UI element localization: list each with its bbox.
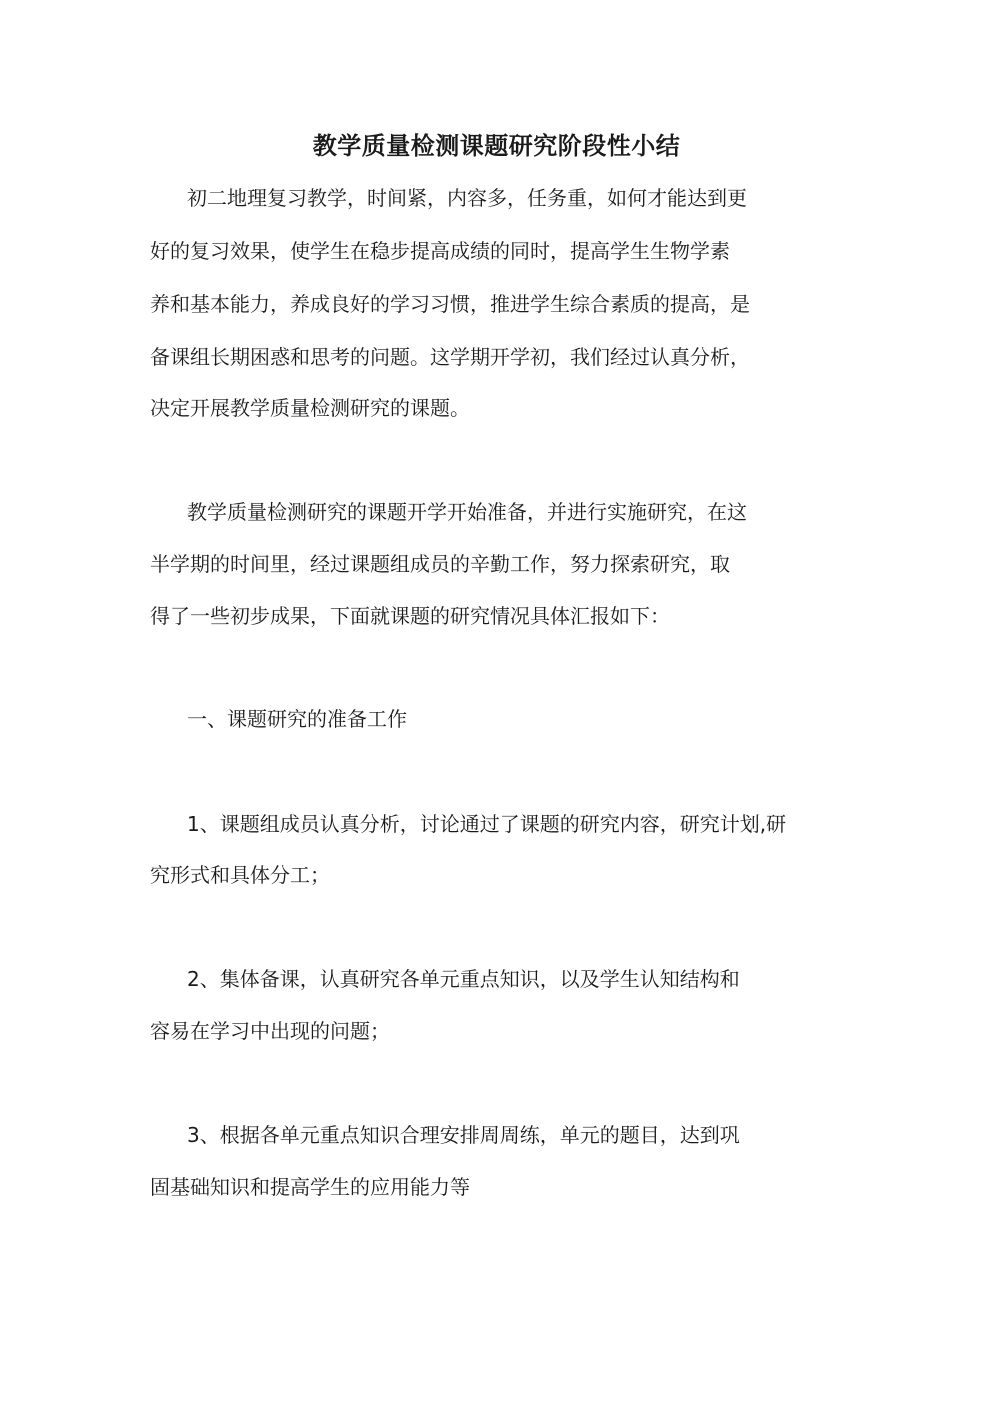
item-1-line-2: 究形式和具体分工； xyxy=(150,863,330,887)
paragraph-1-line-1: 初二地理复习教学，时间紧，内容多，任务重，如何才能达到更 xyxy=(187,186,747,210)
paragraph-2-line-3: 得了一些初步成果，下面就课题的研究情况具体汇报如下： xyxy=(150,604,670,628)
paragraph-1-line-2: 好的复习效果，使学生在稳步提高成绩的同时，提高学生生物学素 xyxy=(150,239,730,263)
paragraph-1-line-4: 备课组长期困惑和思考的问题。这学期开学初，我们经过认真分析， xyxy=(150,345,750,369)
item-2-line-1: 2、集体备课，认真研究各单元重点知识，以及学生认知结构和 xyxy=(187,967,740,991)
paragraph-2-line-1: 教学质量检测研究的课题开学开始准备，并进行实施研究，在这 xyxy=(187,500,747,524)
item-1-line-1: 1、课题组成员认真分析，讨论通过了课题的研究内容，研究计划,研 xyxy=(187,812,787,836)
paragraph-1-line-5: 决定开展教学质量检测研究的课题。 xyxy=(150,396,470,420)
item-2-line-2: 容易在学习中出现的问题； xyxy=(150,1019,390,1043)
item-3-line-2: 固基础知识和提高学生的应用能力等 xyxy=(150,1175,470,1199)
paragraph-1-line-3: 养和基本能力，养成良好的学习习惯，推进学生综合素质的提高，是 xyxy=(150,292,750,316)
section-heading-1: 一、课题研究的准备工作 xyxy=(187,707,407,731)
paragraph-2-line-2: 半学期的时间里，经过课题组成员的辛勤工作，努力探索研究，取 xyxy=(150,552,730,576)
document-title: 教学质量检测课题研究阶段性小结 xyxy=(312,132,681,160)
item-3-line-1: 3、根据各单元重点知识合理安排周周练，单元的题目，达到巩 xyxy=(187,1123,740,1147)
